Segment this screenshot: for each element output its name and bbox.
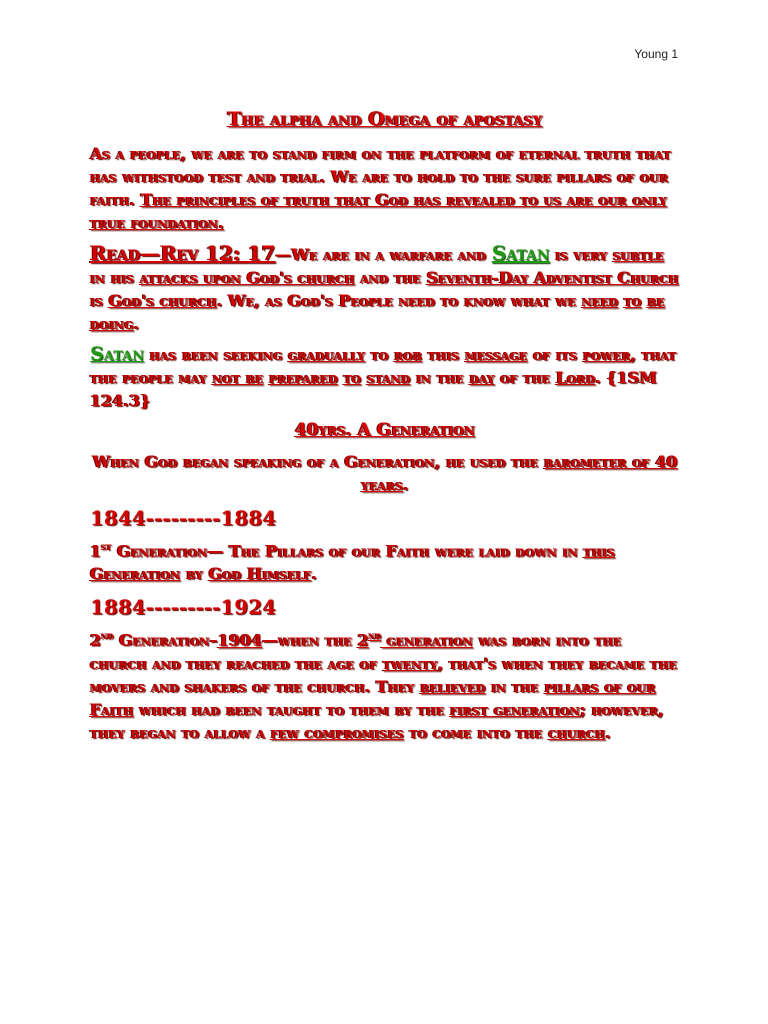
para4-text-1: When God began speaking of a Generation, he used the: [92, 452, 544, 471]
power-word: power: [582, 345, 631, 364]
para3-text-3: this: [422, 345, 465, 364]
generation-heading: 40yrs. A Generation: [294, 420, 476, 440]
to-word-2: to: [343, 368, 362, 387]
para3-text-9: in the: [410, 368, 470, 387]
sda-church-phrase: Seventh-Day Adventist Church: [426, 268, 679, 287]
para5-sup: st: [101, 542, 112, 553]
para5-text-3: by: [180, 564, 209, 584]
stand-word: stand: [366, 368, 411, 387]
para3-text-5: , that the people may: [90, 345, 677, 387]
para5-text-1: — The Pillars of our Faith were laid down in: [207, 541, 584, 561]
paragraph-satan-seeking: [90, 343, 680, 412]
year-range-1: 1844---------1884: [90, 506, 277, 530]
para6-text-5: in the: [485, 676, 545, 696]
para6-text-6: which had been taught to them by the: [133, 699, 450, 719]
paragraph-warfare: [90, 242, 680, 335]
para2-text-3: in his: [90, 268, 140, 287]
para1-underlined: The principles of truth that God has revealed to us are our only true foundation.: [90, 190, 668, 232]
be-word: be: [647, 291, 665, 310]
para2-text-4: and the: [354, 268, 427, 287]
prepared-word: prepared: [268, 368, 338, 387]
para1-text: As a people, we are to stand firm on the platform of eternal truth that has withstood test and trial. We are to hold to the sure pillars of our faith.: [90, 144, 672, 209]
not-be-phrase: not be: [212, 368, 264, 387]
second-generation-word: generation: [381, 630, 473, 650]
to-word: to: [623, 291, 642, 310]
para2-text-2: is very: [549, 245, 613, 264]
year-range-2: 1884---------1924: [90, 595, 277, 620]
pillars-phrase: pillars of our Faith: [90, 676, 656, 719]
need-word: need: [581, 291, 619, 310]
subtle-word: subtle: [612, 245, 665, 264]
believed-word: believed: [420, 676, 486, 696]
para2-text-6: . We, as God's People need to know what we: [216, 291, 582, 310]
message-word: message: [464, 345, 528, 364]
gods-church-phrase: God's church: [108, 291, 217, 310]
para6-generation: Generation: [113, 630, 210, 650]
para6-text-4: , that's when they became the movers and shakers of the church. They: [90, 653, 678, 696]
church-word: church: [548, 722, 606, 742]
lord-word: Lord: [555, 368, 596, 387]
paragraph-first-generation: [90, 536, 680, 585]
para3-text-4: of its: [527, 345, 583, 364]
para6-num: 2: [90, 630, 102, 650]
year-1904: 1904: [217, 630, 263, 650]
para6-text-2: —when the: [262, 630, 358, 650]
rob-word: rob: [394, 345, 423, 364]
paragraph-barometer: [90, 450, 680, 496]
document-title: The alpha and Omega of apostasy: [227, 108, 543, 130]
para6-sup-2: nd: [368, 631, 382, 643]
para5-num: 1: [90, 541, 102, 561]
para4-text-2: .: [403, 475, 409, 494]
day-word: day: [469, 368, 495, 387]
para3-text-2: to: [365, 345, 395, 364]
para5-generation: Generation: [111, 541, 208, 561]
this-word: this: [583, 541, 616, 561]
read-reference: Read—Rev 12: 17: [90, 241, 276, 265]
few-compromises-phrase: few compromises: [270, 722, 404, 742]
para3-text-10: of the: [494, 368, 556, 387]
para6-num-2: 2: [357, 630, 369, 650]
para5-text-4: .: [311, 564, 317, 584]
doing-word: doing: [90, 314, 134, 333]
paragraph-second-generation: [90, 625, 680, 743]
para6-text-7: ; however, they began to allow a: [90, 699, 664, 742]
para6-text-1: –: [209, 630, 218, 650]
page-header: Young 1: [634, 47, 678, 61]
para6-text-3: was born into the church and they reached the age of: [90, 630, 622, 673]
para6-text-9: .: [605, 722, 611, 742]
para2-text-5: is: [90, 291, 109, 310]
twenty-word: twenty: [382, 653, 438, 673]
paragraph-intro: [90, 142, 680, 234]
first-generation-phrase: first generation: [449, 699, 580, 719]
satan-word: Satan: [491, 241, 550, 265]
para6-text-8: to come into the: [403, 722, 549, 742]
gradually-word: gradually: [288, 345, 366, 364]
satan-word-2: Satan: [90, 343, 145, 365]
barometer-phrase: barometer of 40 years: [361, 452, 678, 494]
document-body: [90, 108, 680, 752]
para2-text-1: —We are in a warfare and: [275, 245, 492, 264]
para3-text-1: has been seeking: [144, 345, 289, 364]
god-himself-phrase: God Himself: [208, 564, 312, 584]
para6-sup: nd: [101, 631, 114, 643]
para2-text-10: .: [133, 314, 140, 333]
generation-word: Generation: [90, 564, 181, 584]
attacks-phrase: attacks upon God's church: [139, 268, 355, 287]
para3-text-11: . {1SM 124.3}: [90, 368, 658, 410]
